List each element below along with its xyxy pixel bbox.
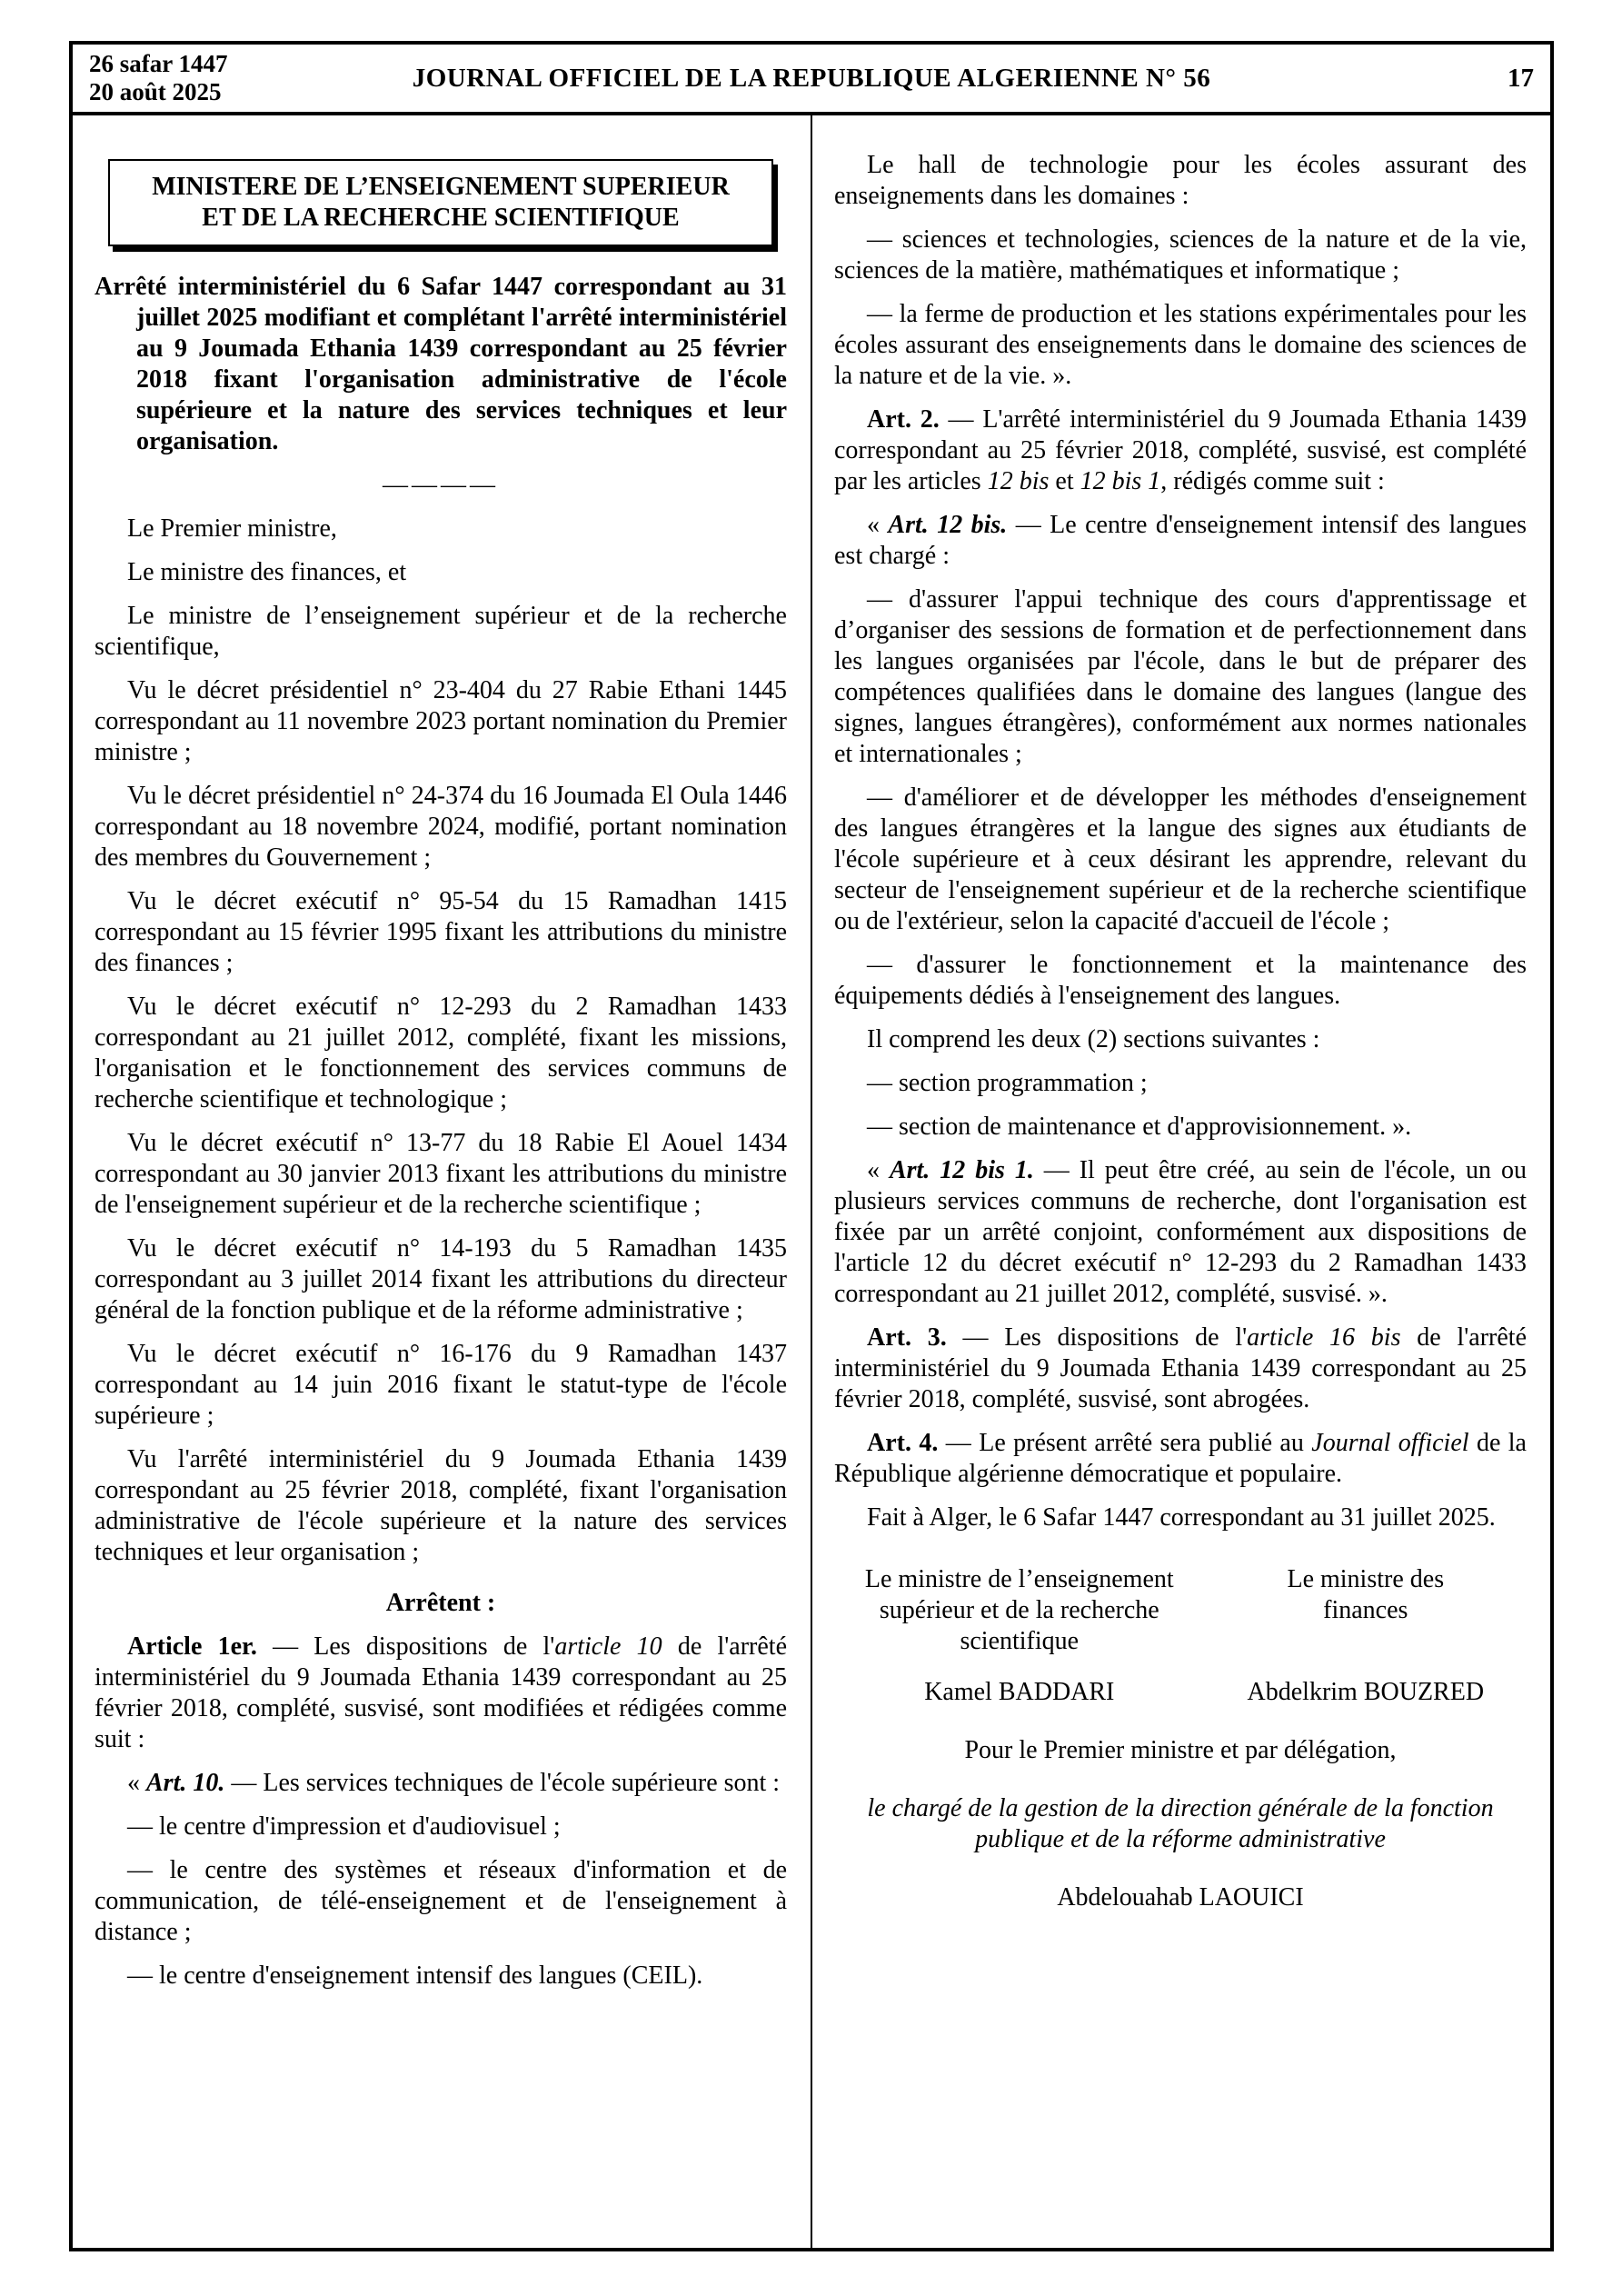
text-segment: , rédigés comme suit : bbox=[1160, 467, 1385, 495]
text-segment: — Les dispositions de l' bbox=[946, 1323, 1248, 1352]
visa-paragraph: Vu le décret exécutif n° 14-193 du 5 Ramadhan 1435 correspondant au 3 juillet 2014 fixant les attributions du directeur général de la fonction publique et de la réforme administrative ; bbox=[95, 1234, 787, 1324]
arretent-heading: Arrêtent : bbox=[385, 1589, 496, 1617]
article-lead: Art. 2. bbox=[867, 405, 940, 434]
signature-block bbox=[834, 1564, 1527, 1708]
arrete-title: Arrêté interministériel du 6 Safar 1447 correspondant au 31 juillet 2025 modifiant et complétant l'arrêté interministériel au 9 Joumada Ethania 1439 correspondant au 25 février 2018 fixant l'organisation administrative de l'école supérieure et la nature des services techniques et leur organisation. bbox=[95, 273, 787, 455]
service-item: — le centre d'enseignement intensif des langues (CEIL). bbox=[127, 1962, 703, 1990]
signature-name-bouzred: Abdelkrim BOUZRED bbox=[1247, 1678, 1485, 1706]
section-item: — section programmation ; bbox=[867, 1069, 1148, 1097]
visa-paragraph: Vu le décret présidentiel n° 24-374 du 16 Joumada El Oula 1446 correspondant au 18 novembre 2024, modifié, portant nomination des membres du Gouvernement ; bbox=[95, 782, 787, 872]
visa-paragraph: Vu le décret présidentiel n° 23-404 du 27 Rabie Ethani 1445 correspondant au 11 novembre 2023 portant nomination du Premier ministre ; bbox=[95, 676, 787, 766]
signature-title-enseignement: Le ministre de l’enseignement supérieur et de la recherche scientifique bbox=[864, 1565, 1174, 1655]
charge-function-title: le chargé de la gestion de la direction générale de la fonction publique et de la réforme administrative bbox=[867, 1794, 1494, 1853]
section-item: — section de maintenance et d'approvisionnement. ». bbox=[867, 1113, 1412, 1141]
preamble-premier-ministre: Le Premier ministre, bbox=[127, 514, 337, 543]
article-12bis-quote bbox=[834, 510, 1527, 572]
header-dates bbox=[89, 50, 298, 106]
hall-technologie-paragraph: Le hall de technologie pour les écoles assurant des enseignements dans les domaines : bbox=[834, 151, 1527, 210]
text-segment: « bbox=[127, 1769, 146, 1797]
text-segment: — Il peut être créé, au sein de l'école, un ou plusieurs services communs de recherche, dont l'organisation est fixée par un arrêté conjoint, conformément aux dispositions de l'article 12 du décret exécutif n° 12-293 du 2 Ramadhan 1433 correspondant au 21 juillet 2012, complété, susvisé. ». bbox=[834, 1156, 1527, 1308]
text-segment: — Le présent arrêté sera publié au bbox=[938, 1429, 1312, 1457]
text-segment: — L'arrêté interministériel du 9 Joumada Ethania 1439 correspondant au 25 février 2018, complété, susvisé, est complété par les articles bbox=[834, 405, 1527, 495]
ministry-title-line-1: MINISTERE DE L’ENSEIGNEMENT SUPERIEUR bbox=[152, 173, 730, 201]
date-gregorian: 20 août 2025 bbox=[89, 78, 222, 105]
service-item: — le centre d'impression et d'audiovisuel ; bbox=[127, 1812, 561, 1841]
mission-item: — d'assurer le fonctionnement et la maintenance des équipements dédiés à l'enseignement des langues. bbox=[834, 951, 1527, 1010]
article-lead: Art. 4. bbox=[867, 1429, 939, 1457]
visa-paragraph: Vu l'arrêté interministériel du 9 Joumada Ethania 1439 correspondant au 25 février 2018, complété, fixant l'organisation administrative de l'école supérieure et la nature des services techniques et leur organisation ; bbox=[95, 1445, 787, 1566]
article-lead: Art. 3. bbox=[867, 1323, 947, 1352]
article-4-paragraph bbox=[834, 1428, 1527, 1490]
service-item: — le centre des systèmes et réseaux d'information et de communication, de télé-enseignement et de l'enseignement à distance ; bbox=[95, 1856, 787, 1946]
ministry-title-box bbox=[108, 159, 773, 246]
text-segment: « bbox=[867, 511, 889, 539]
mission-item: — d'améliorer et de développer les méthodes d'enseignement des langues étrangères et la langue des signes aux étudiants de l'école supérieure et à ceux désirant les apprendre, relevant du secteur de l'enseignement supérieur et de la recherche scientifique ou de l'extérieur, selon la capacité d'accueil de l'école ; bbox=[834, 784, 1527, 935]
article-lead: Art. 12 bis. bbox=[888, 511, 1008, 539]
text-segment: « bbox=[867, 1156, 890, 1184]
delegation-line: Pour le Premier ministre et par délégation, bbox=[964, 1736, 1397, 1764]
text-segment: et bbox=[1049, 467, 1080, 495]
right-column bbox=[812, 115, 1550, 2248]
visa-paragraph: Vu le décret exécutif n° 12-293 du 2 Ramadhan 1433 correspondant au 21 juillet 2012, complété, fixant les missions, l'organisation et le fonctionnement des services communs de recherche scientifique et technologique ; bbox=[95, 993, 787, 1113]
preamble-ministre-enseignement: Le ministre de l’enseignement supérieur et de la recherche scientifique, bbox=[95, 602, 787, 661]
visa-paragraph: Vu le décret exécutif n° 16-176 du 9 Ramadhan 1437 correspondant au 14 juin 2016 fixant le statut-type de l'école supérieure ; bbox=[95, 1340, 787, 1430]
charge-name: Abdelouahab LAOUICI bbox=[1057, 1883, 1304, 1912]
italic-journal-ref: Journal officiel bbox=[1311, 1429, 1469, 1457]
content-columns bbox=[73, 115, 1550, 2248]
text-segment: — Les dispositions de l' bbox=[256, 1632, 555, 1661]
preamble-ministre-finances: Le ministre des finances, et bbox=[127, 558, 407, 586]
page-header bbox=[73, 45, 1550, 115]
italic-article-ref: article 10 bbox=[554, 1632, 662, 1661]
page-frame bbox=[69, 41, 1554, 2251]
text-segment: — Les services techniques de l'école supérieure sont : bbox=[224, 1769, 781, 1797]
article-lead: Art. 10. bbox=[146, 1769, 225, 1797]
signature-name-baddari: Kamel BADDARI bbox=[924, 1678, 1115, 1706]
article-lead: Art. 12 bis 1. bbox=[889, 1156, 1034, 1184]
italic-article-ref: article 16 bis bbox=[1247, 1323, 1401, 1352]
domain-item: — sciences et technologies, sciences de la nature et de la vie, sciences de la matière, mathématiques et informatique ; bbox=[834, 225, 1527, 285]
mission-item: — d'assurer l'appui technique des cours d'apprentissage et d’organiser des sessions de formation et de perfectionnement dans les langues organisées par l'école, dans le but de préparer des compétences qualifiées dans le domaine des langues (langue des signes, langues étrangères), conformément aux normes nationales et internationales ; bbox=[834, 585, 1527, 768]
date-hijri: 26 safar 1447 bbox=[89, 50, 228, 77]
separator-dashes: ———— bbox=[383, 471, 499, 499]
left-column bbox=[73, 115, 811, 2248]
text-segment: de l'arrêté interministériel du 9 Joumada Ethania 1439 correspondant au 25 février 2018, complété, susvisé, sont abrogées. bbox=[834, 1323, 1527, 1413]
article-3-paragraph bbox=[834, 1323, 1527, 1415]
journal-title: JOURNAL OFFICIEL DE LA REPUBLIQUE ALGERIENNE N° 56 bbox=[412, 63, 1211, 93]
italic-article-ref: 12 bis bbox=[987, 467, 1050, 495]
signature-title-finances: Le ministre des finances bbox=[1287, 1565, 1445, 1624]
visa-paragraph: Vu le décret exécutif n° 13-77 du 18 Rabie El Aouel 1434 correspondant au 30 janvier 2013 fixant les attributions du ministre de l'enseignement supérieur et de la recherche scientifique ; bbox=[95, 1129, 787, 1219]
article-1-paragraph bbox=[95, 1632, 787, 1755]
article-12bis1-quote bbox=[834, 1155, 1527, 1310]
article-10-quote bbox=[95, 1768, 787, 1799]
domain-item: — la ferme de production et les stations expérimentales pour les écoles assurant des enseignements dans le domaine des sciences de la nature et de la vie. ». bbox=[834, 300, 1527, 390]
page-number: 17 bbox=[1508, 63, 1534, 93]
article-2-paragraph bbox=[834, 404, 1527, 497]
fait-a-alger: Fait à Alger, le 6 Safar 1447 correspondant au 31 juillet 2025. bbox=[867, 1503, 1496, 1532]
ministry-title-line-2: ET DE LA RECHERCHE SCIENTIFIQUE bbox=[202, 204, 680, 232]
text-segment: — Le centre d'enseignement intensif des langues est chargé : bbox=[834, 511, 1527, 570]
visa-paragraph: Vu le décret exécutif n° 95-54 du 15 Ramadhan 1415 correspondant au 15 février 1995 fixant les attributions du ministre des finances ; bbox=[95, 887, 787, 977]
sections-intro: Il comprend les deux (2) sections suivantes : bbox=[867, 1025, 1320, 1053]
italic-article-ref: 12 bis 1 bbox=[1080, 467, 1161, 495]
text-segment: de la République algérienne démocratique et populaire. bbox=[834, 1429, 1527, 1488]
text-segment: de l'arrêté interministériel du 9 Joumada Ethania 1439 correspondant au 25 février 2018, complété, susvisé, sont modifiées et rédigées comme suit : bbox=[95, 1632, 787, 1753]
article-lead: Article 1er. bbox=[127, 1632, 257, 1661]
